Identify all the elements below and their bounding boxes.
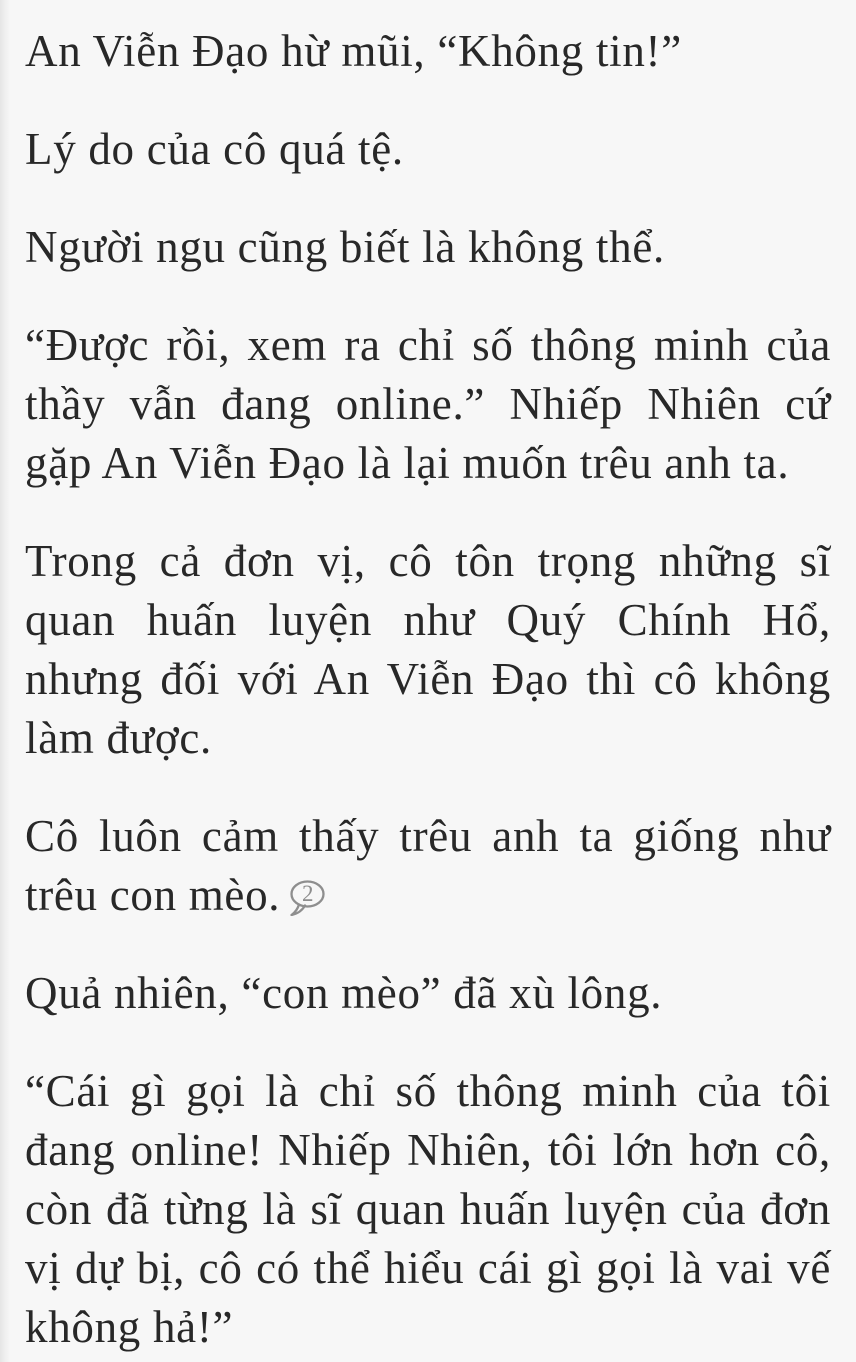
- paragraph: [25, 807, 831, 925]
- paragraph: “Được rồi, xem ra chỉ số thông minh của thầy vẫn đang online.” Nhiếp Nhiên cứ gặp An Viễn Đạo là lại muốn trêu anh ta.: [25, 320, 831, 488]
- comment-count: 2: [302, 881, 314, 906]
- paragraph: An Viễn Đạo hừ mũi, “Không tin!”: [25, 26, 682, 76]
- paragraph: Quả nhiên, “con mèo” đã xù lông.: [25, 968, 663, 1018]
- paragraph: Trong cả đơn vị, cô tôn trọng những sĩ quan huấn luyện như Quý Chính Hổ, nhưng đối với An Viễn Đạo thì cô không làm được.: [25, 536, 831, 763]
- paragraph: Lý do của cô quá tệ.: [25, 124, 404, 174]
- comment-count-badge[interactable]: [289, 880, 329, 916]
- paragraph: Người ngu cũng biết là không thể.: [25, 222, 665, 272]
- paragraph-text: Cô luôn cảm thấy trêu anh ta giống như trêu con mèo.: [25, 811, 831, 920]
- paragraph: “Cái gì gọi là chỉ số thông minh của tôi đang online! Nhiếp Nhiên, tôi lớn hơn cô, còn đã từng là sĩ quan huấn luyện của đơn vị dự bị, cô có thể hiểu cái gì gọi là vai vế không hả!”: [25, 1066, 831, 1352]
